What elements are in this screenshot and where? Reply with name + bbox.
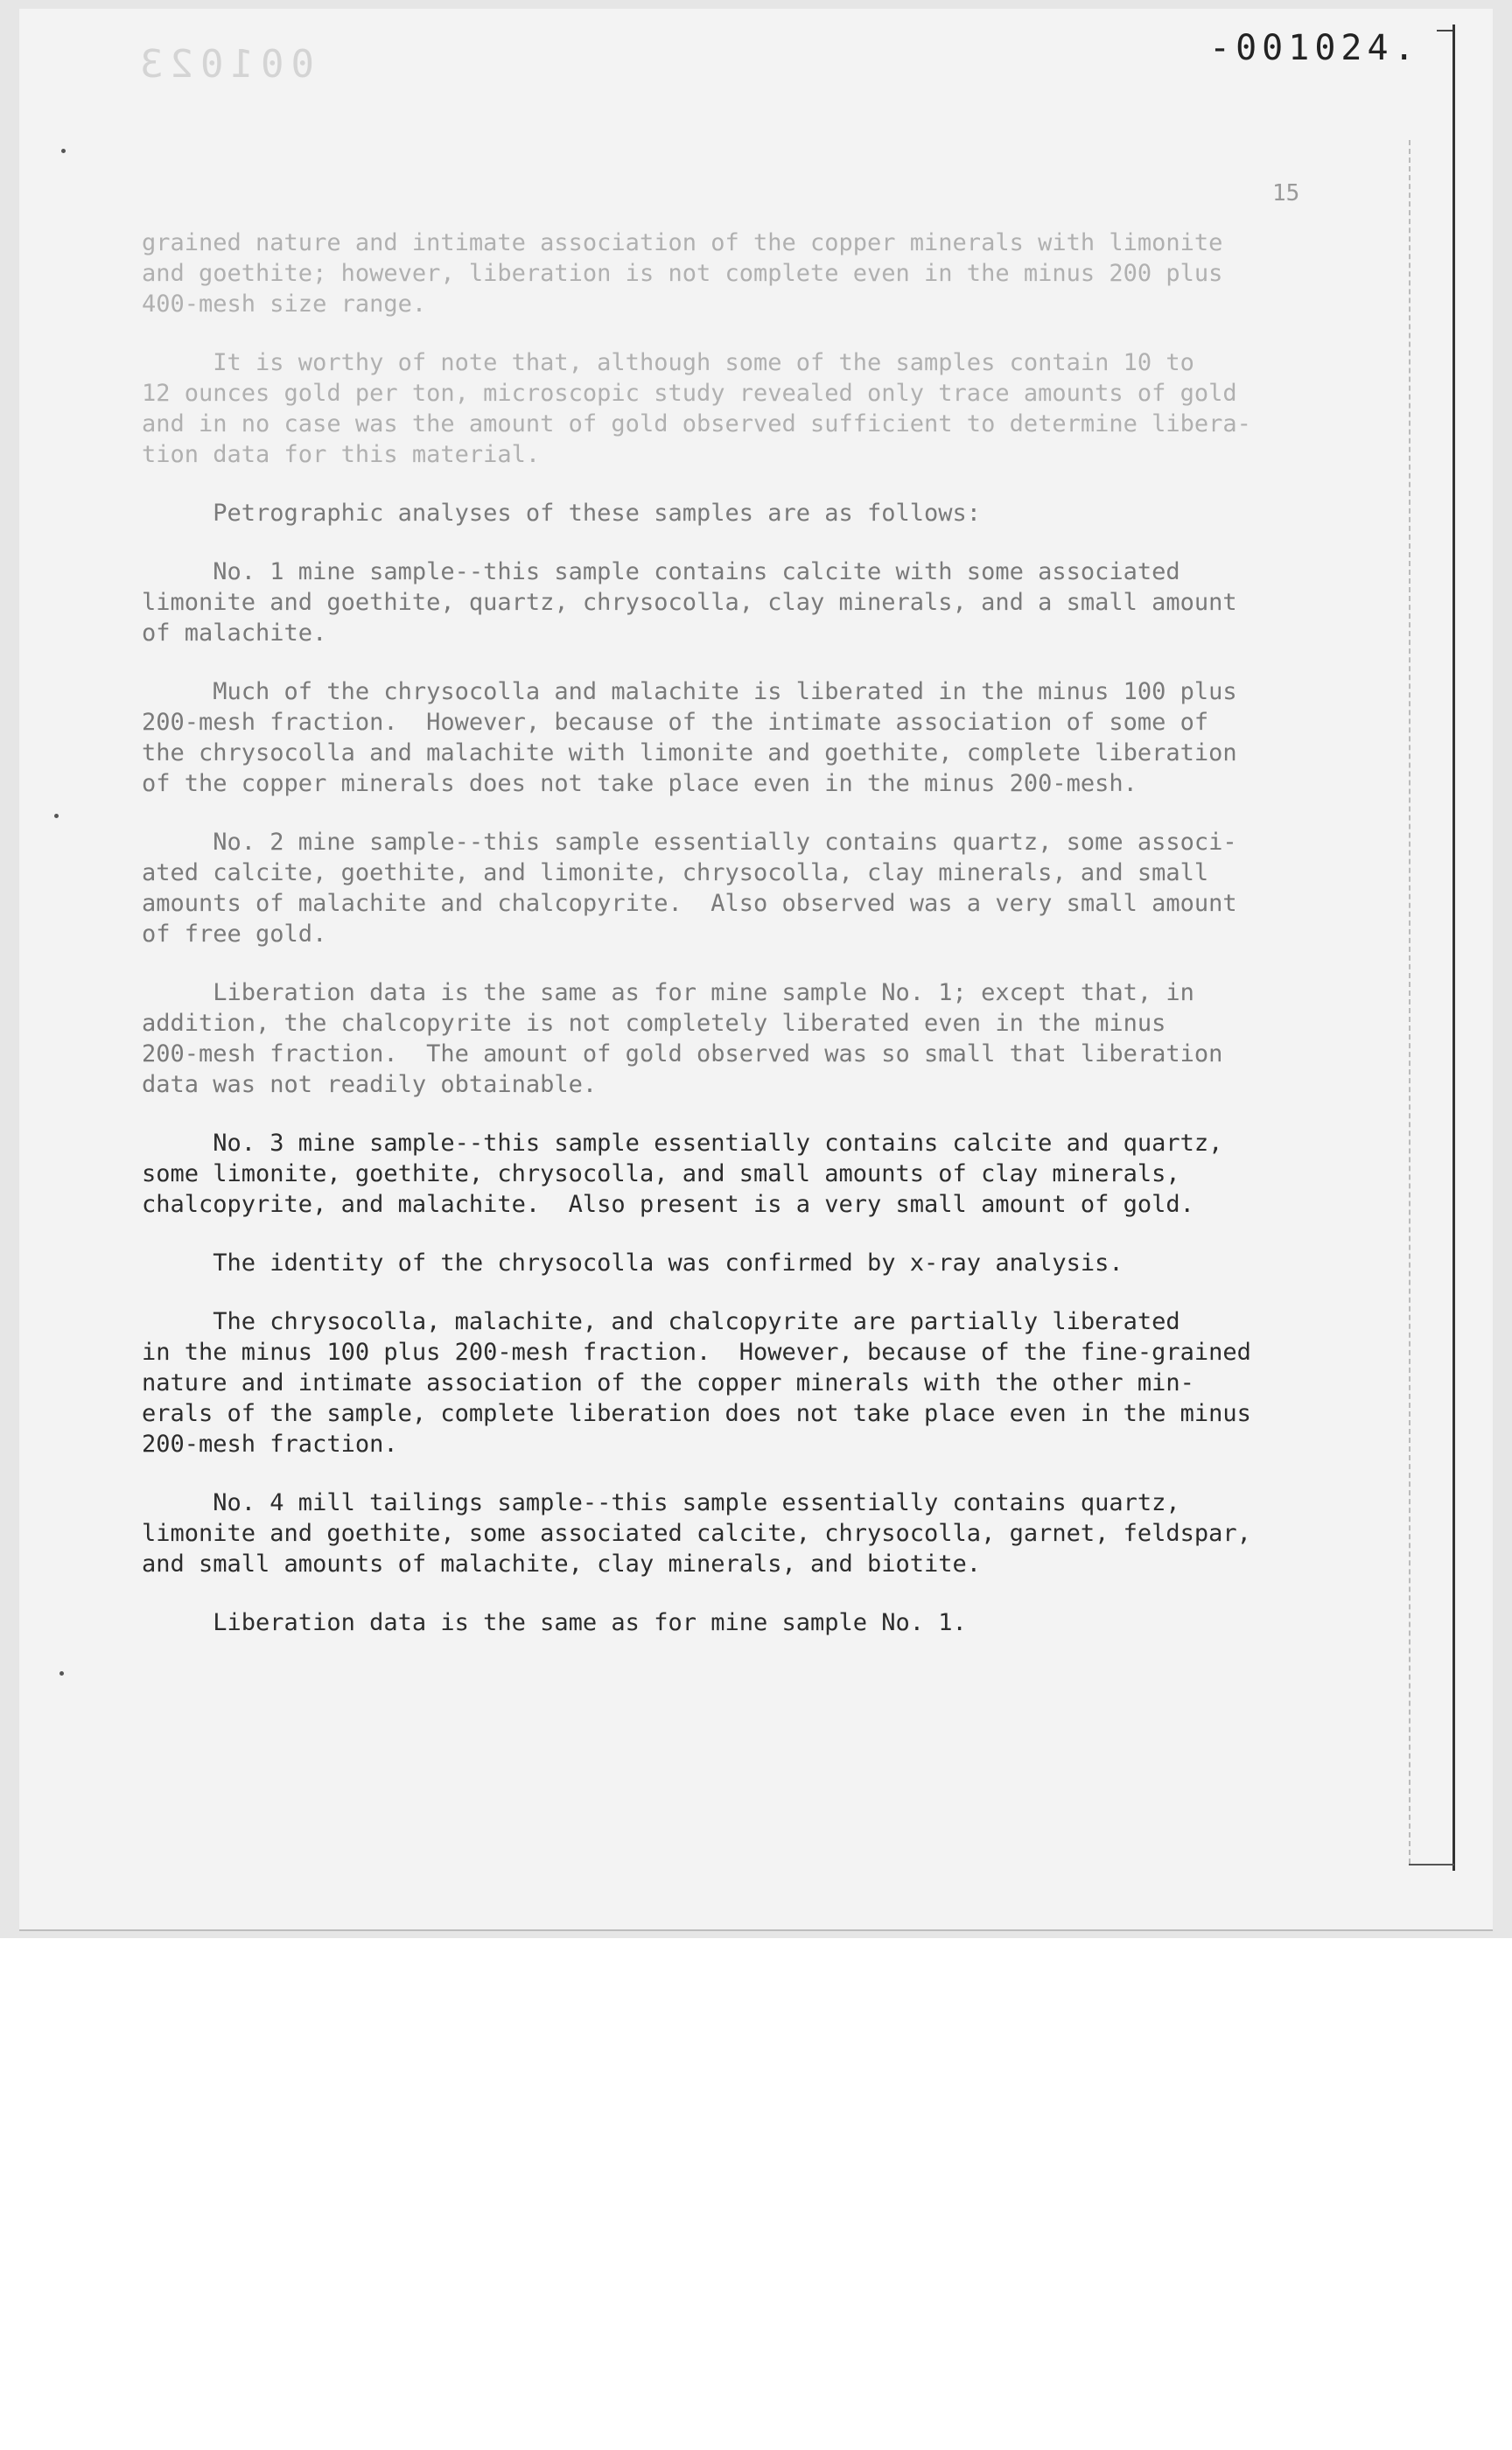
document-body xyxy=(142,228,1349,1666)
paragraph-sample-4-liberation: Liberation data is the same as for mine sample No. 1. xyxy=(142,1609,967,1636)
paragraph-sample-1: No. 1 mine sample--this sample contains calcite with some associated limonite and goethite, quartz, chrysocolla, clay minerals, and a small amount of malachite. xyxy=(142,558,1237,647)
edge-speck xyxy=(61,149,66,153)
page-mark: 15 xyxy=(1272,180,1300,206)
paragraph-sample-3: No. 3 mine sample--this sample essentially contains calcite and quartz, some limonite, goethite, chrysocolla, and small amounts of clay minerals, chalcopyrite, and malachite. Also present is a very small amount of gold. xyxy=(142,1130,1223,1218)
document-number: -001024. xyxy=(1209,28,1420,68)
paragraph-petrographic-intro: Petrographic analyses of these samples are as follows: xyxy=(142,500,982,527)
bleed-through-page-number: 001023 xyxy=(133,42,314,87)
paragraph-sample-2: No. 2 mine sample--this sample essentially contains quartz, some associ- ated calcite, goethite, and limonite, chrysocolla, clay minerals, and small amounts of malachite and chalcopyrite. Also observed was a very small amount of free gold. xyxy=(142,829,1237,948)
right-margin-guide xyxy=(1409,140,1412,1864)
paragraph-sample-1-liberation: Much of the chrysocolla and malachite is liberated in the minus 100 plus 200-mesh fraction. However, because of the intimate association of some of the chrysocolla and malachite with limonite and goethite, complete liberation of the copper minerals does not take place even in the minus 200-mesh. xyxy=(142,678,1237,797)
paragraph-sample-4: No. 4 mill tailings sample--this sample essentially contains quartz, limonite and goethite, some associated calcite, chrysocolla, garnet, feldspar, and small amounts of malachite, clay minerals, and biotite. xyxy=(142,1489,1251,1578)
edge-speck xyxy=(60,1671,64,1676)
bottom-border-line xyxy=(1409,1864,1454,1866)
paragraph-xray-confirmation: The identity of the chrysocolla was confirmed by x-ray analysis. xyxy=(142,1250,1124,1277)
paragraph-continuation: grained nature and intimate association of the copper minerals with limonite and goethite; however, liberation is not complete even in the minus 200 plus 400-mesh size range. xyxy=(142,229,1223,318)
paragraph-gold-note: It is worthy of note that, although some of the samples contain 10 to 12 ounces gold per ton, microscopic study revealed only trace amounts of gold and in no case was the amount of gold observed sufficient to determine libera- tion data for this material. xyxy=(142,349,1251,468)
paragraph-sample-2-liberation: Liberation data is the same as for mine sample No. 1; except that, in addition, the chalcopyrite is not completely liberated even in the minus 200-mesh fraction. The amount of gold observed was so small that liberation data was not readily obtainable. xyxy=(142,979,1223,1098)
edge-speck xyxy=(54,814,59,818)
right-border-line xyxy=(1452,24,1455,1871)
corner-tick xyxy=(1437,30,1454,32)
paragraph-sample-3-liberation: The chrysocolla, malachite, and chalcopyrite are partially liberated in the minus 100 plus 200-mesh fraction. However, because of the fine-grained nature and intimate association of the copper minerals with the other min- erals of the sample, complete liberation does not take place even in the minus 200-mesh fraction. xyxy=(142,1308,1251,1458)
document-page xyxy=(19,9,1493,1931)
